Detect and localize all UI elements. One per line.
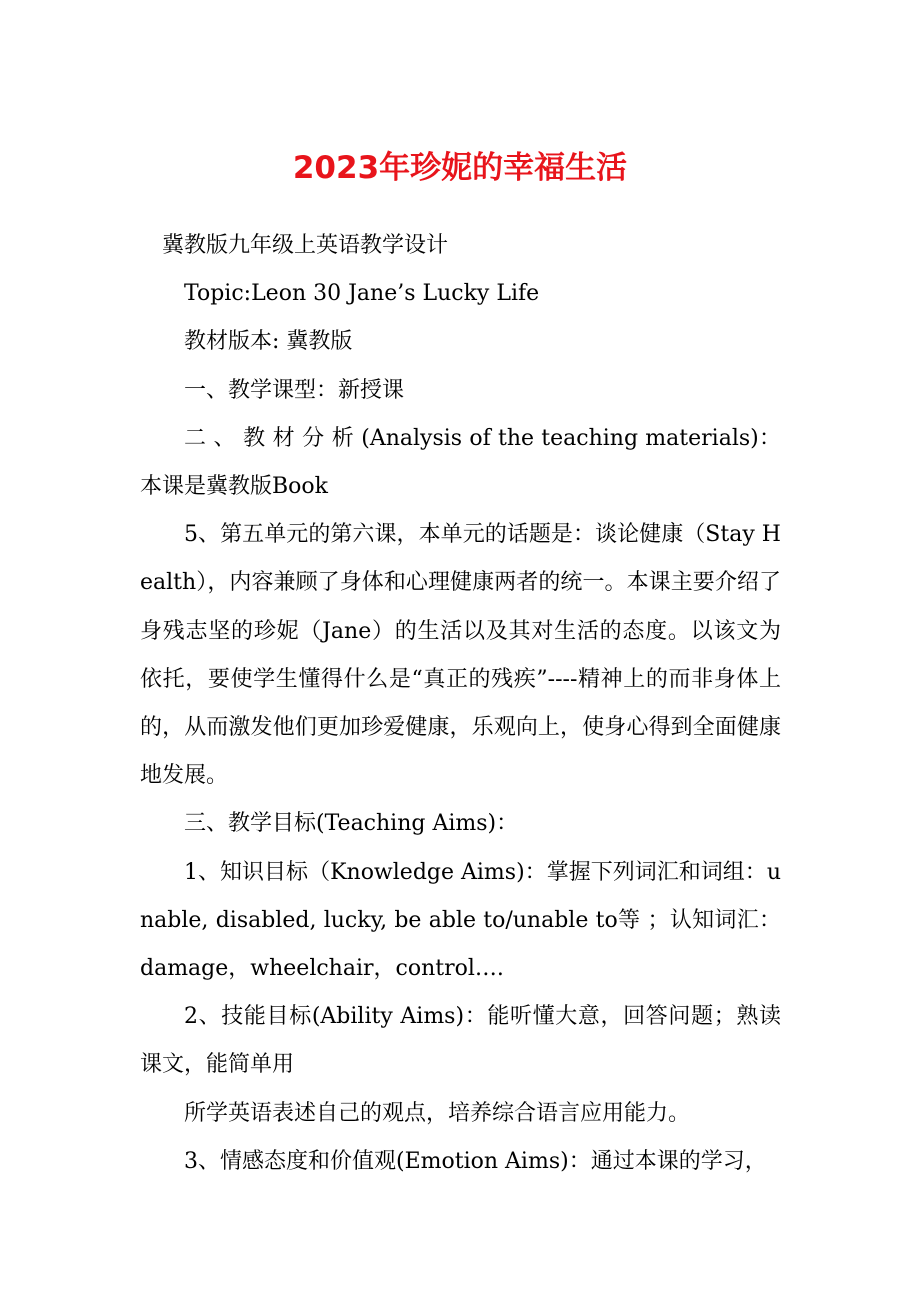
paragraph-emotion-aims: 3、情感态度和价值观(Emotion Aims)：通过本课的学习， [184, 1148, 767, 1174]
paragraph-topic: Topic:Leon 30 Jane’s Lucky Life [184, 281, 540, 307]
paragraph-unit-description: 5、第五单元的第六课，本单元的话题是：谈论健康（Stay Health），内容兼顾了身体和心理健康两者的统一。本课主要介绍了身残志坚的珍妮（Jane）的生活以及其对生活的态度。以该文为依托，要使学生懂得什么是“真正的残疾”----精神上的而非身体上的，从而激发他们更加珍爱健康，乐观向上，使身心得到全面健康地发展。 [140, 522, 781, 789]
paragraph-course-heading: 冀教版九年级上英语教学设计 [162, 233, 449, 258]
document-title: 2023年珍妮的幸福生活 [292, 150, 628, 186]
paragraph-lesson-type: 一、教学课型：新授课 [184, 377, 405, 403]
paragraph-ability-aims-continued: 所学英语表述自己的观点，培养综合语言应用能力。 [184, 1100, 691, 1126]
document-body [140, 222, 781, 1186]
paragraph-ability-aims: 2、技能目标(Ability Aims)：能听懂大意，回答问题；熟读课文，能简单用 [140, 1004, 781, 1078]
paragraph-materials-analysis: 二 、 教 材 分 析 (Analysis of the teaching materials)：本课是冀教版Book [140, 425, 781, 500]
paragraph-teaching-aims: 三、教学目标(Teaching Aims)： [184, 811, 519, 837]
paragraph-textbook-version: 教材版本: 冀教版 [184, 329, 353, 355]
paragraph-knowledge-aims: 1、知识目标（Knowledge Aims)：掌握下列词汇和词组：unable, disabled, lucky, be able to/unable to等 ；认知词汇：damage，wheelchair，control…. [140, 859, 781, 982]
